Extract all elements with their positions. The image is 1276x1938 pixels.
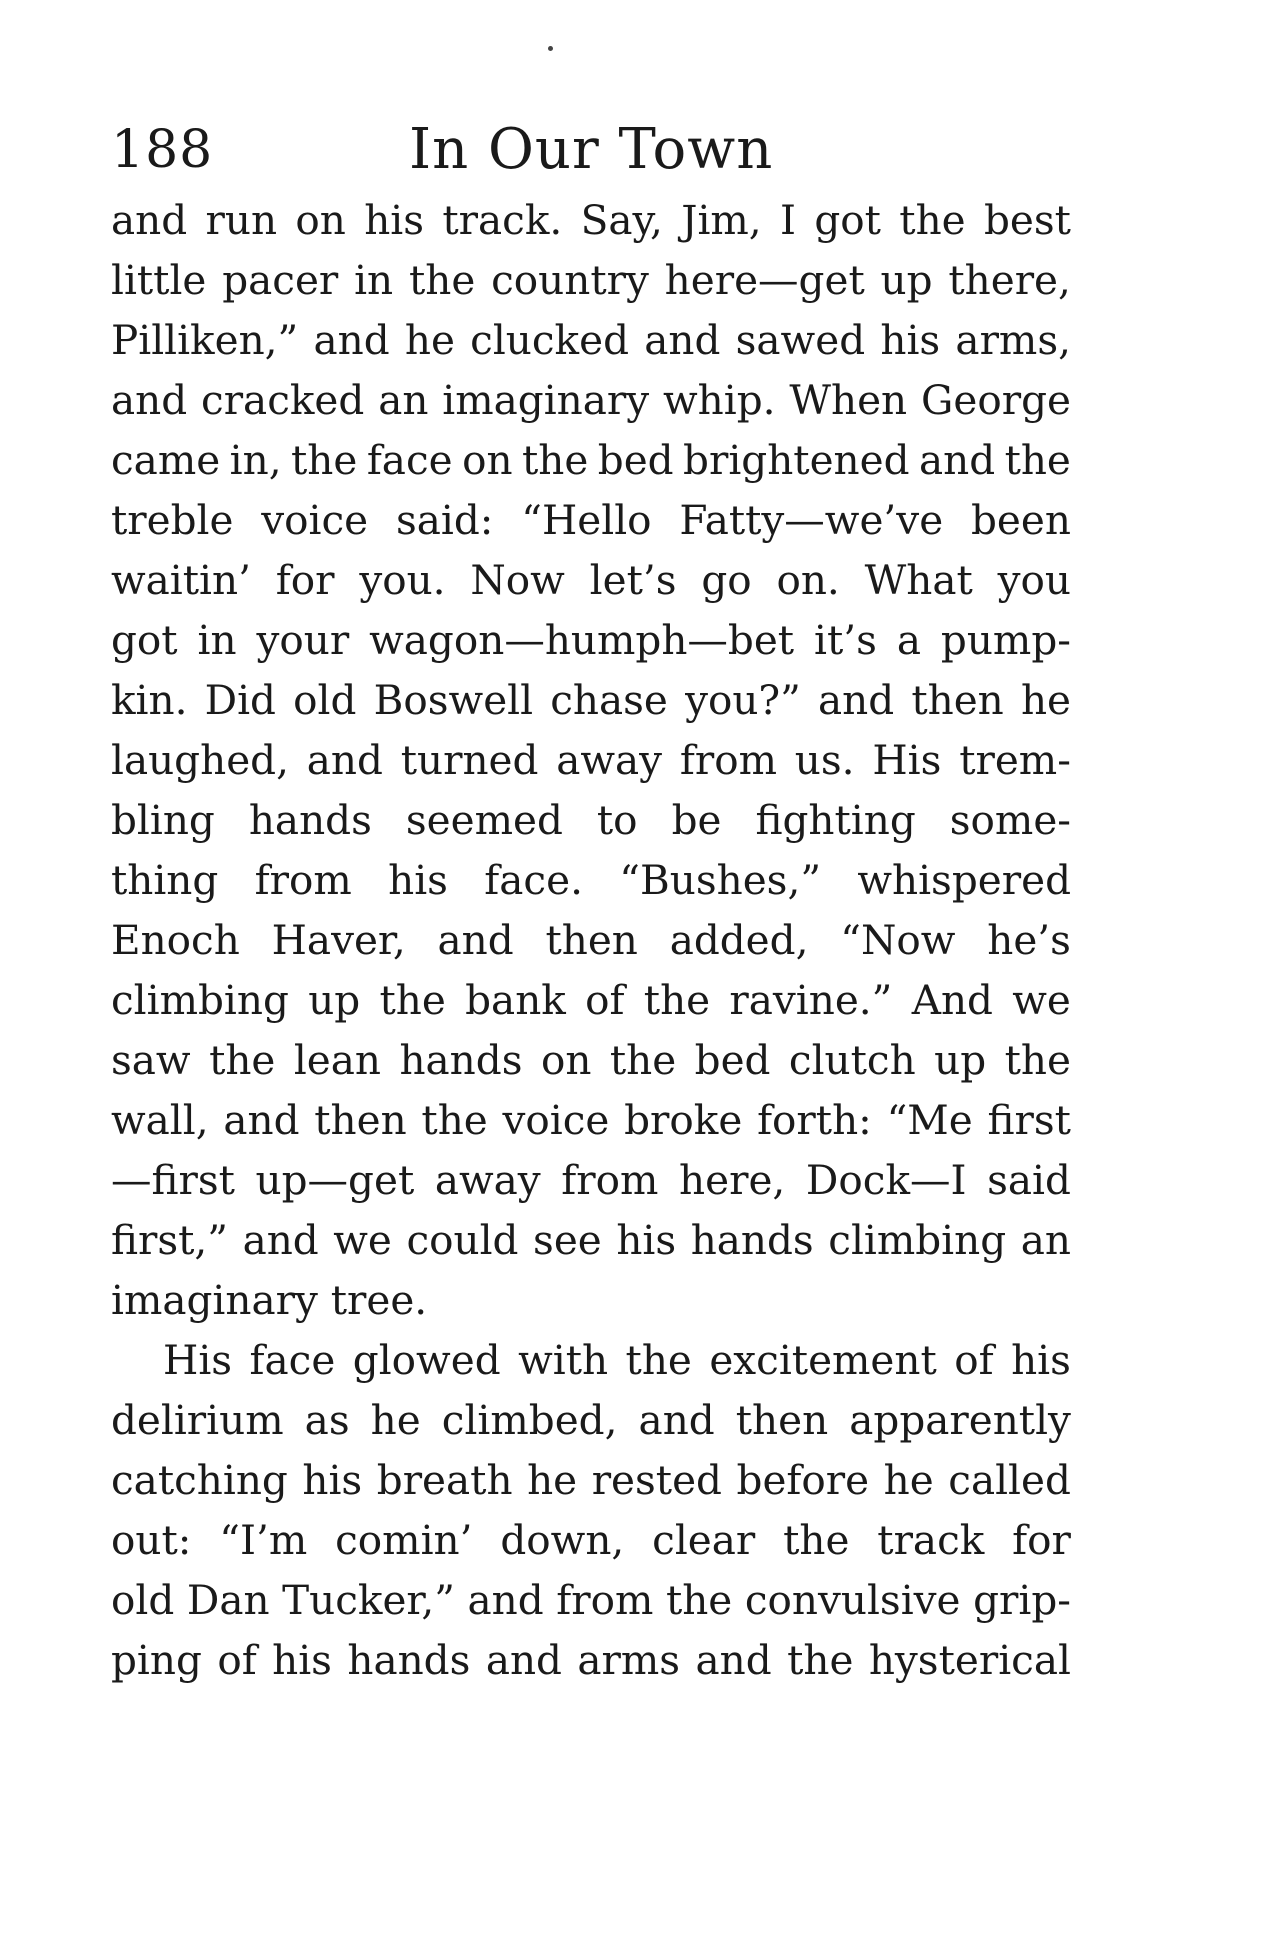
speck-mark (548, 46, 553, 51)
text-line: got in your wagon—humph—bet it’s a pump- (111, 616, 1071, 664)
text-line: delirium as he climbed, and then apparently (111, 1396, 1071, 1444)
text-line: catching his breath he rested before he called (111, 1456, 1071, 1504)
text-line: climbing up the bank of the ravine.” And we (111, 976, 1071, 1024)
text-line: laughed, and turned away from us. His trem- (111, 736, 1071, 784)
page-number: 188 (111, 120, 214, 180)
text-line: and run on his track. Say, Jim, I got the best (111, 196, 1071, 244)
text-line: waitin’ for you. Now let’s go on. What you (111, 556, 1071, 604)
text-line: thing from his face. “Bushes,” whispered (111, 856, 1071, 904)
text-line: and cracked an imaginary whip. When George (111, 376, 1071, 424)
text-line: out: “I’m comin’ down, clear the track for (111, 1516, 1071, 1564)
text-line: imaginary tree. (111, 1276, 428, 1324)
text-line: bling hands seemed to be fighting some- (111, 796, 1071, 844)
page-header (111, 110, 1071, 190)
body-text (111, 190, 1071, 1690)
text-line: wall, and then the voice broke forth: “Me first (111, 1096, 1071, 1144)
text-line: came in, the face on the bed brightened and the (111, 436, 1071, 484)
running-title: In Our Town (409, 117, 774, 182)
text-line: kin. Did old Boswell chase you?” and then he (111, 676, 1071, 724)
text-line: first,” and we could see his hands climbing an (111, 1216, 1071, 1264)
text-line: old Dan Tucker,” and from the convulsive grip- (111, 1576, 1071, 1624)
text-line: His face glowed with the excitement of his (163, 1336, 1071, 1384)
text-line: little pacer in the country here—get up there, (111, 256, 1071, 304)
text-line: ping of his hands and arms and the hysterical (111, 1636, 1071, 1684)
text-line: —first up—get away from here, Dock—I said (111, 1156, 1071, 1204)
text-line: Enoch Haver, and then added, “Now he’s (111, 916, 1071, 964)
text-line: saw the lean hands on the bed clutch up the (111, 1036, 1071, 1084)
text-line: treble voice said: “Hello Fatty—we’ve been (111, 496, 1071, 544)
text-line: Pilliken,” and he clucked and sawed his arms, (111, 316, 1071, 364)
